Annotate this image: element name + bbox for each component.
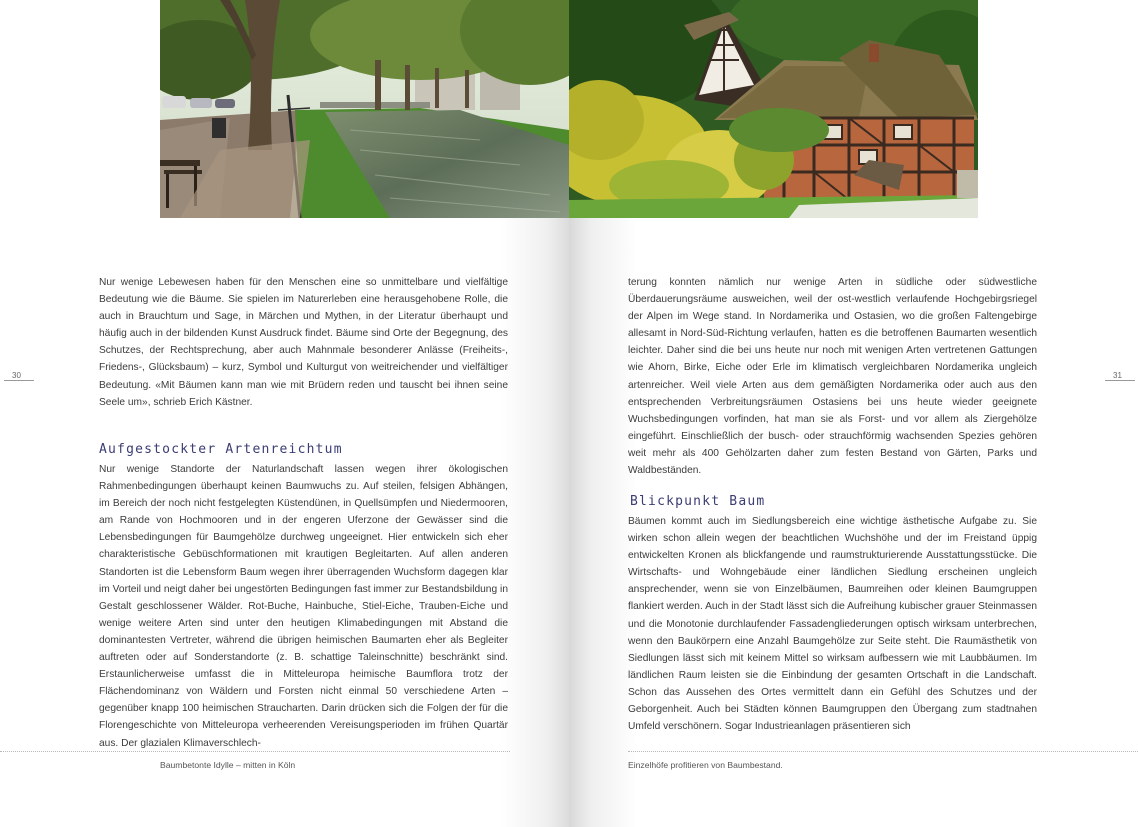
- intro-paragraph-text: Nur wenige Lebewesen haben für den Menschen eine so unmittelbare und vielfältige Bedeutung wie die Bäume. Sie spielen im Naturerleben eine herausgehobene Rolle, die auch in Brauchtum und Sage, in Märchen und Mythen, in der Literatur überhaupt und häufig auch in der bildenden Kunst Ausdruck findet. Bäume sind Orte der Begegnung, des Schutzes, der Rechtsprechung, aber auch Mahnmale besonderer Anlässe (Freiheits-, Friedens-, Glücksbaum) – kurz, Symbol und Kulturgut von weitreichender und vielfältiger Bedeutung. «Mit Bäumen kann man wie mit Brüdern reden und tauscht bei ihnen seine Seele um», schrieb Erich Kästner.: [99, 277, 508, 408]
- right-page: [569, 0, 1138, 827]
- blickpunkt-paragraph: [628, 513, 1037, 735]
- section-heading-artenreichtum: Aufgestockter Artenreichtum: [99, 442, 343, 457]
- section-heading-blickpunkt: Blickpunkt Baum: [630, 494, 766, 509]
- farmhouse-photo: [569, 0, 978, 218]
- blickpunkt-paragraph-text: Bäumen kommt auch im Siedlungsbereich eine wichtige ästhetische Aufgabe zu. Sie wirken schon allein wegen der beachtlichen Wuchshöhe und der im Freistand üppig entwickelten Kronen als blickfangende und raumstrukturierende Ausstattungsstücke. Die Wirtschafts- und Wohngebäude einer ländlichen Siedlung erscheinen ungleich ansprechender, wenn sie von Einzelbäumen, Baumreihen oder kleinen Baumgruppen flankiert werden. Auch in der Stadt lässt sich die Aufreihung kubischer grauer Steinmassen und die Monotonie durchlaufender Fassadengliederungen optisch wirksam unterbrechen, wenn den Baukörpern eine Anzahl Baumgehölze zur Seite steht. Die Raumästhetik von Siedlungen lässt sich mit keinem Mittel so wirksam aufbessern wie mit Laubbäumen. Im ländlichen Raum leisten sie die Einbindung der gesamten Ortschaft in die Landschaft. Schon das Aussehen des Ortes vermittelt dann ein Gefühl des Schutzes und der Geborgenheit. Auch bei Städten können Baumgruppen den Übergang zum stadtnahen Umfeld verschönern. Sogar Industrieanlagen präsentieren sich: [628, 516, 1037, 733]
- caption-left: Baumbetonte Idylle – mitten in Köln: [160, 760, 296, 770]
- page-number-rule-left: [4, 380, 34, 381]
- page-number-left: 30: [12, 371, 21, 380]
- canal-photo: [160, 0, 569, 218]
- artenreichtum-paragraph-text: Nur wenige Standorte der Naturlandschaft lassen wegen ihrer ökologischen Rahmenbedingungen überhaupt keinen Baumwuchs zu. Auf steilen, felsigen Abhängen, im Bereich der noch nicht festgelegten Küstendünen, in Quellsümpfen und Niedermooren, am Rande von Hochmooren und in der engeren Uferzone der Gewässer sind die Lebensbedingungen für Baumgehölze durchweg ungeeignet. Hier entwickeln sich eher charakteristische Gebüschformationen mit krautigen Begleitarten. Auf allen anderen Standorten ist die Lebensform Baum wegen ihrer überragenden Wuchsform dagegen klar im Vorteil und neigt daher bei ungestörten Bedingungen fast immer zur Bestandsbildung in Gestalt geschlossener Wälder. Rot-Buche, Hainbuche, Stiel-Eiche, Trauben-Eiche und wenige weitere Arten sind unter den heutigen Klimabedingungen mit Abstand die dominantesten Vertreter, während die übrigen heimischen Baumarten eher als Begleiter auftreten oder auf Sonderstandorte (z. B. schattige Taleinschnitte) beschränkt sind. Erstaunlicherweise umfasst die in Mitteleuropa heimische Baumflora trotz der Flächendominanz von Wäldern und Forsten nicht einmal 50 verschiedene Arten – gegenüber knapp 100 heimischen Straucharten. Darin drücken sich die Folgen der für die Florengeschichte von Mitteleuropa verheerenden Vereisungsperioden im frühen Quartär aus. Der glazialen Klimaverschlech-: [99, 464, 508, 749]
- intro-paragraph: [99, 274, 508, 411]
- artenreichtum-paragraph: [99, 461, 508, 752]
- continued-paragraph: [628, 274, 1037, 479]
- page-number-rule-right: [1105, 380, 1135, 381]
- caption-rule-right: [628, 751, 1138, 752]
- caption-right: Einzelhöfe profitieren von Baumbestand.: [628, 760, 783, 770]
- caption-rule-left: [0, 751, 510, 752]
- continued-paragraph-text: terung konnten nämlich nur wenige Arten in südliche oder südwestliche Überdauerungsräume ausweichen, weil der ost-westlich verlaufende Hochgebirgsriegel der Alpen im Wege stand. In Nordamerika und Ostasien, wo die großen Faltengebirge allesamt in Nord-Süd-Richtung verlaufen, hatten es die betroffenen Baumarten wesentlich leichter. Daher sind die bei uns heute nur noch mit wenigen Arten vertretenen Gattungen wie Ahorn, Birke, Eiche oder Erle im klimatisch vergleichbaren Nordamerika ungleich artenreicher. Weil viele Arten aus dem gemäßigten Nordamerika oder auch aus den entsprechenden Verbreitungsräumen Ostasiens bei uns heute wieder geeignete Wuchsbedingungen vorfinden, hat man sie als Forst- und vor allem als Ziergehölze eingeführt. Einschließlich der busch- oder strauchförmig wachsenden Spezies gehören weit mehr als 400 Gehölzarten daher zum festen Bestand von Gärten, Parks und Waldbeständen.: [628, 277, 1037, 477]
- page-number-right: 31: [1113, 371, 1122, 380]
